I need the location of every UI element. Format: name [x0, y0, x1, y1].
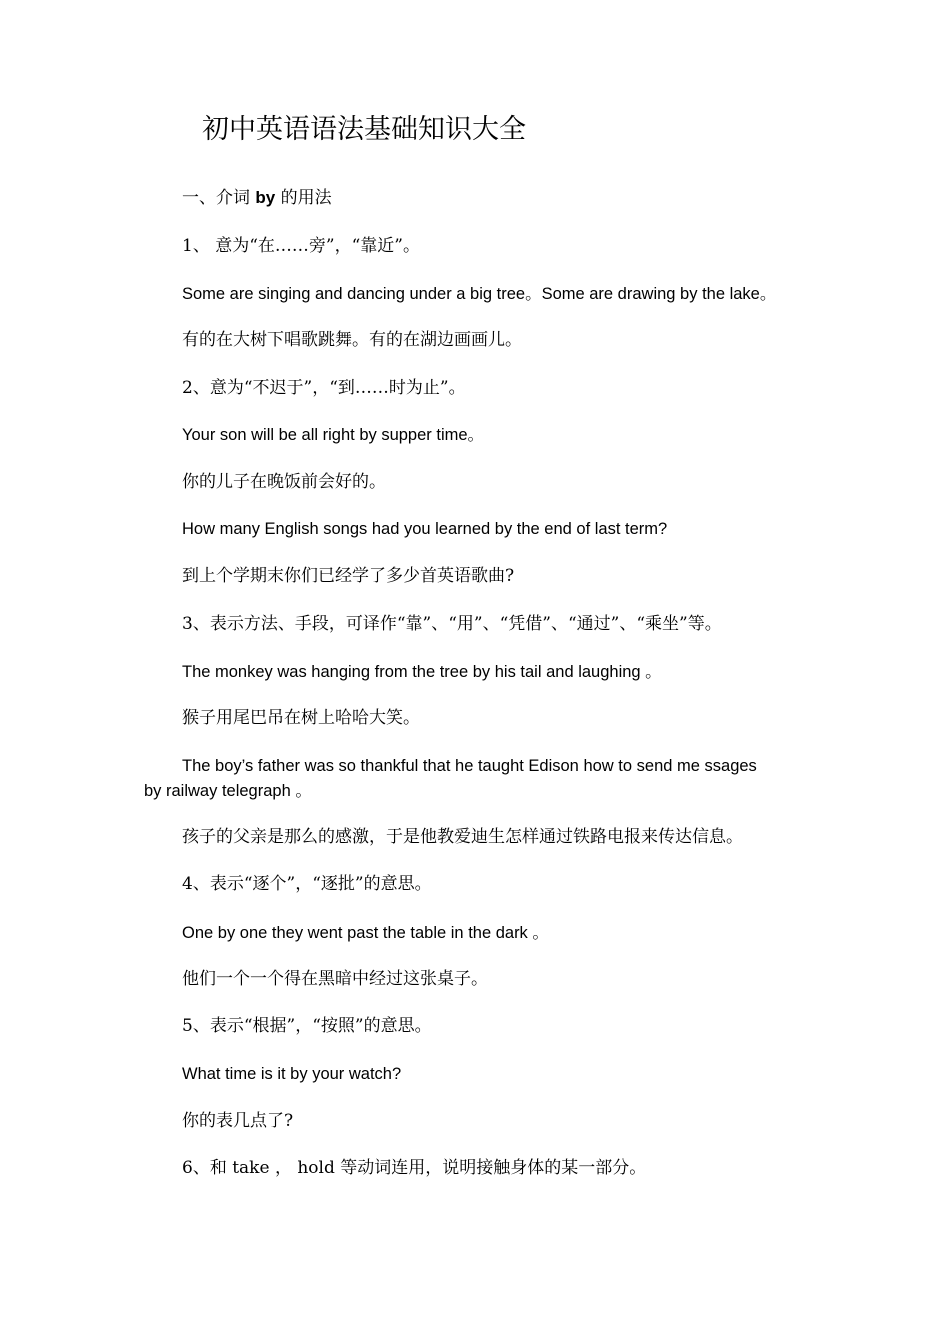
item-5-heading: 5、表示“根据”，“按照”的意思。 [182, 1016, 432, 1036]
item-4-example-zh: 他们一个一个得在黑暗中经过这张桌子。 [182, 969, 488, 989]
item-6-heading: 6、和 take ， hold 等动词连用，说明接触身体的某一部分。 [182, 1158, 647, 1178]
item-3-heading: 3、表示方法、手段，可译作“靠”、“用”、“凭借”、“通过”、“乘坐”等。 [182, 614, 722, 634]
section-heading [182, 186, 332, 210]
section-heading-keyword: by [255, 188, 276, 207]
item-2-example-2-zh: 到上个学期末你们已经学了多少首英语歌曲? [182, 566, 515, 586]
item-3-example-2-zh: 孩子的父亲是那么的感激，于是他教爱迪生怎样通过铁路电报来传达信息。 [182, 827, 743, 847]
item-3-example-1-en: The monkey was hanging from the tree by his tail and laughing 。 [182, 663, 662, 681]
item-5-example-en: What time is it by your watch? [182, 1065, 402, 1083]
item-2-example-2-en: How many English songs had you learned by the end of last term? [182, 520, 668, 538]
item-4-heading: 4、表示“逐个”，“逐批”的意思。 [182, 874, 432, 894]
item-2-heading: 2、意为“不迟于”，“到……时为止”。 [182, 378, 466, 398]
item-1-example-zh: 有的在大树下唱歌跳舞。有的在湖边画画儿。 [182, 330, 522, 350]
item-1-example-en: Some are singing and dancing under a big tree。Some are drawing by the lake。 [182, 285, 777, 303]
item-1-heading: 1、 意为“在……旁”，“靠近”。 [182, 236, 420, 256]
item-2-example-1-zh: 你的儿子在晚饭前会好的。 [182, 472, 386, 492]
item-5-example-zh: 你的表几点了? [182, 1111, 294, 1131]
item-2-example-1-en: Your son will be all right by supper time。 [182, 426, 485, 444]
item-3-example-2-en-continued: by railway telegraph 。 [144, 782, 312, 800]
document-title: 初中英语语法基础知识大全 [202, 114, 526, 145]
item-3-example-1-zh: 猴子用尾巴吊在树上哈哈大笑。 [182, 708, 420, 728]
section-heading-prefix: 一、介词 [182, 188, 256, 208]
item-3-example-2-en: The boy’s father was so thankful that he taught Edison how to send me ssages [182, 757, 757, 775]
section-heading-suffix: 的用法 [275, 188, 332, 208]
item-4-example-en: One by one they went past the table in the dark 。 [182, 924, 549, 942]
